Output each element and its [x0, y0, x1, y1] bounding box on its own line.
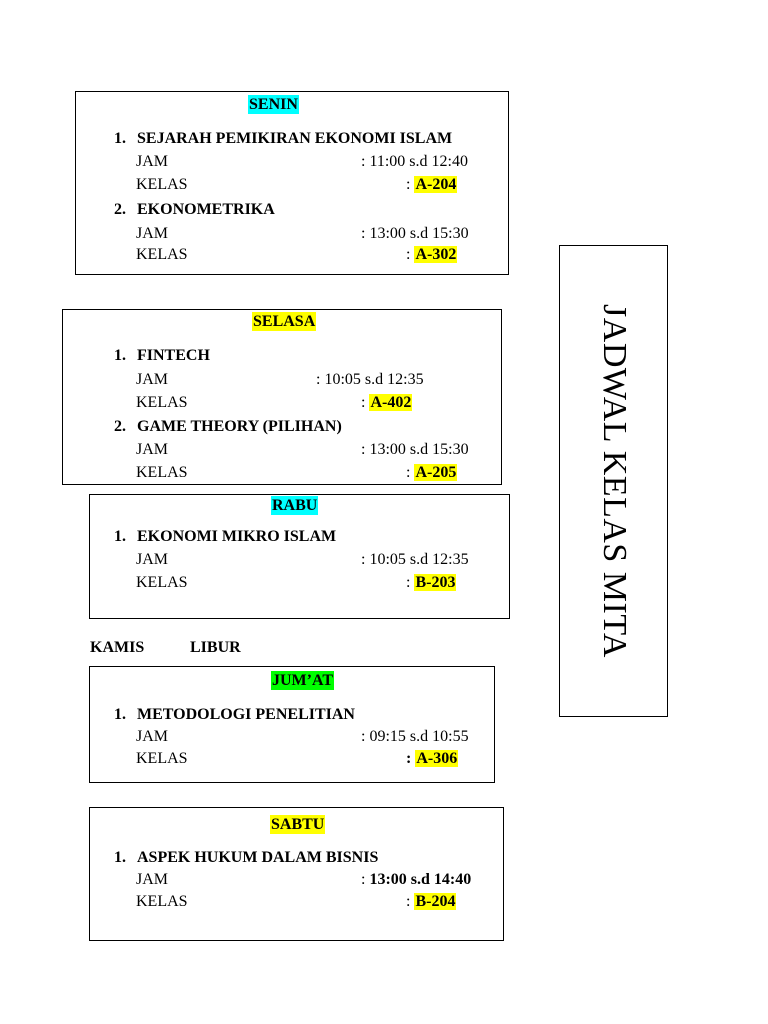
day-heading-senin: SENIN	[249, 96, 298, 113]
senin-box	[75, 91, 509, 275]
sabtu-box	[89, 807, 504, 941]
course-name: EKONOMETRIKA	[137, 201, 275, 218]
jam-value: : 11:00 s.d 12:40	[361, 153, 468, 170]
day-heading-rabu: RABU	[272, 497, 318, 514]
jam-label: JAM	[136, 225, 169, 242]
kelas-value: : A-205	[406, 464, 457, 481]
day-heading-sabtu: SABTU	[271, 816, 325, 833]
kelas-value: : A-302	[406, 246, 457, 263]
day-heading-jumat: JUM’AT	[272, 672, 334, 689]
kelas-label: KELAS	[136, 893, 188, 910]
course-name: METODOLOGI PENELITIAN	[137, 706, 355, 723]
jam-value: : 09:15 s.d 10:55	[361, 728, 469, 745]
title-box	[559, 245, 668, 717]
kelas-value: : B-204	[406, 893, 456, 910]
room-badge: A-204	[415, 176, 457, 193]
jam-label: JAM	[136, 871, 169, 888]
room-badge: B-204	[415, 893, 456, 910]
jam-label: JAM	[136, 441, 169, 458]
kelas-label: KELAS	[136, 574, 188, 591]
jam-label: JAM	[136, 551, 169, 568]
room-badge: B-203	[415, 574, 456, 591]
kelas-label: KELAS	[136, 750, 188, 767]
course-name: EKONOMI MIKRO ISLAM	[137, 528, 337, 545]
kelas-value: : A-402	[361, 394, 412, 411]
kelas-value: : A-306	[406, 750, 458, 767]
jam-value: : 13:00 s.d 14:40	[361, 871, 472, 888]
course-name: ASPEK HUKUM DALAM BISNIS	[137, 849, 379, 866]
jam-label: JAM	[136, 371, 169, 388]
course-name: FINTECH	[137, 347, 210, 364]
room-badge: A-402	[370, 394, 412, 411]
course-number: 1.	[114, 347, 126, 364]
kelas-label: KELAS	[136, 464, 188, 481]
kelas-label: KELAS	[136, 176, 188, 193]
kelas-value: : A-204	[406, 176, 457, 193]
room-badge: A-302	[415, 246, 457, 263]
rabu-box	[89, 494, 510, 619]
course-number: 1.	[114, 130, 126, 147]
course-number: 1.	[114, 706, 126, 723]
room-badge: A-306	[416, 750, 458, 767]
day-heading-selasa: SELASA	[253, 313, 316, 330]
course-number: 1.	[114, 528, 126, 545]
page-title: JADWAL KELAS MITA	[595, 304, 633, 658]
jam-value: : 13:00 s.d 15:30	[361, 441, 469, 458]
jam-value: : 10:05 s.d 12:35	[361, 551, 469, 568]
course-number: 1.	[114, 849, 126, 866]
room-badge: A-205	[415, 464, 457, 481]
jam-label: JAM	[136, 153, 169, 170]
jumat-box	[89, 666, 495, 783]
course-name: GAME THEORY (PILIHAN)	[137, 418, 342, 435]
course-name: SEJARAH PEMIKIRAN EKONOMI ISLAM	[137, 130, 453, 147]
kelas-label: KELAS	[136, 246, 188, 263]
selasa-box	[62, 309, 502, 485]
day-heading-kamis: KAMIS	[90, 639, 145, 656]
jam-value: : 10:05 s.d 12:35	[316, 371, 424, 388]
jam-label: JAM	[136, 728, 169, 745]
kelas-label: KELAS	[136, 394, 188, 411]
kamis-status: LIBUR	[190, 639, 241, 656]
kelas-value: : B-203	[406, 574, 456, 591]
course-number: 2.	[114, 201, 126, 218]
course-number: 2.	[114, 418, 126, 435]
jam-value: : 13:00 s.d 15:30	[361, 225, 469, 242]
